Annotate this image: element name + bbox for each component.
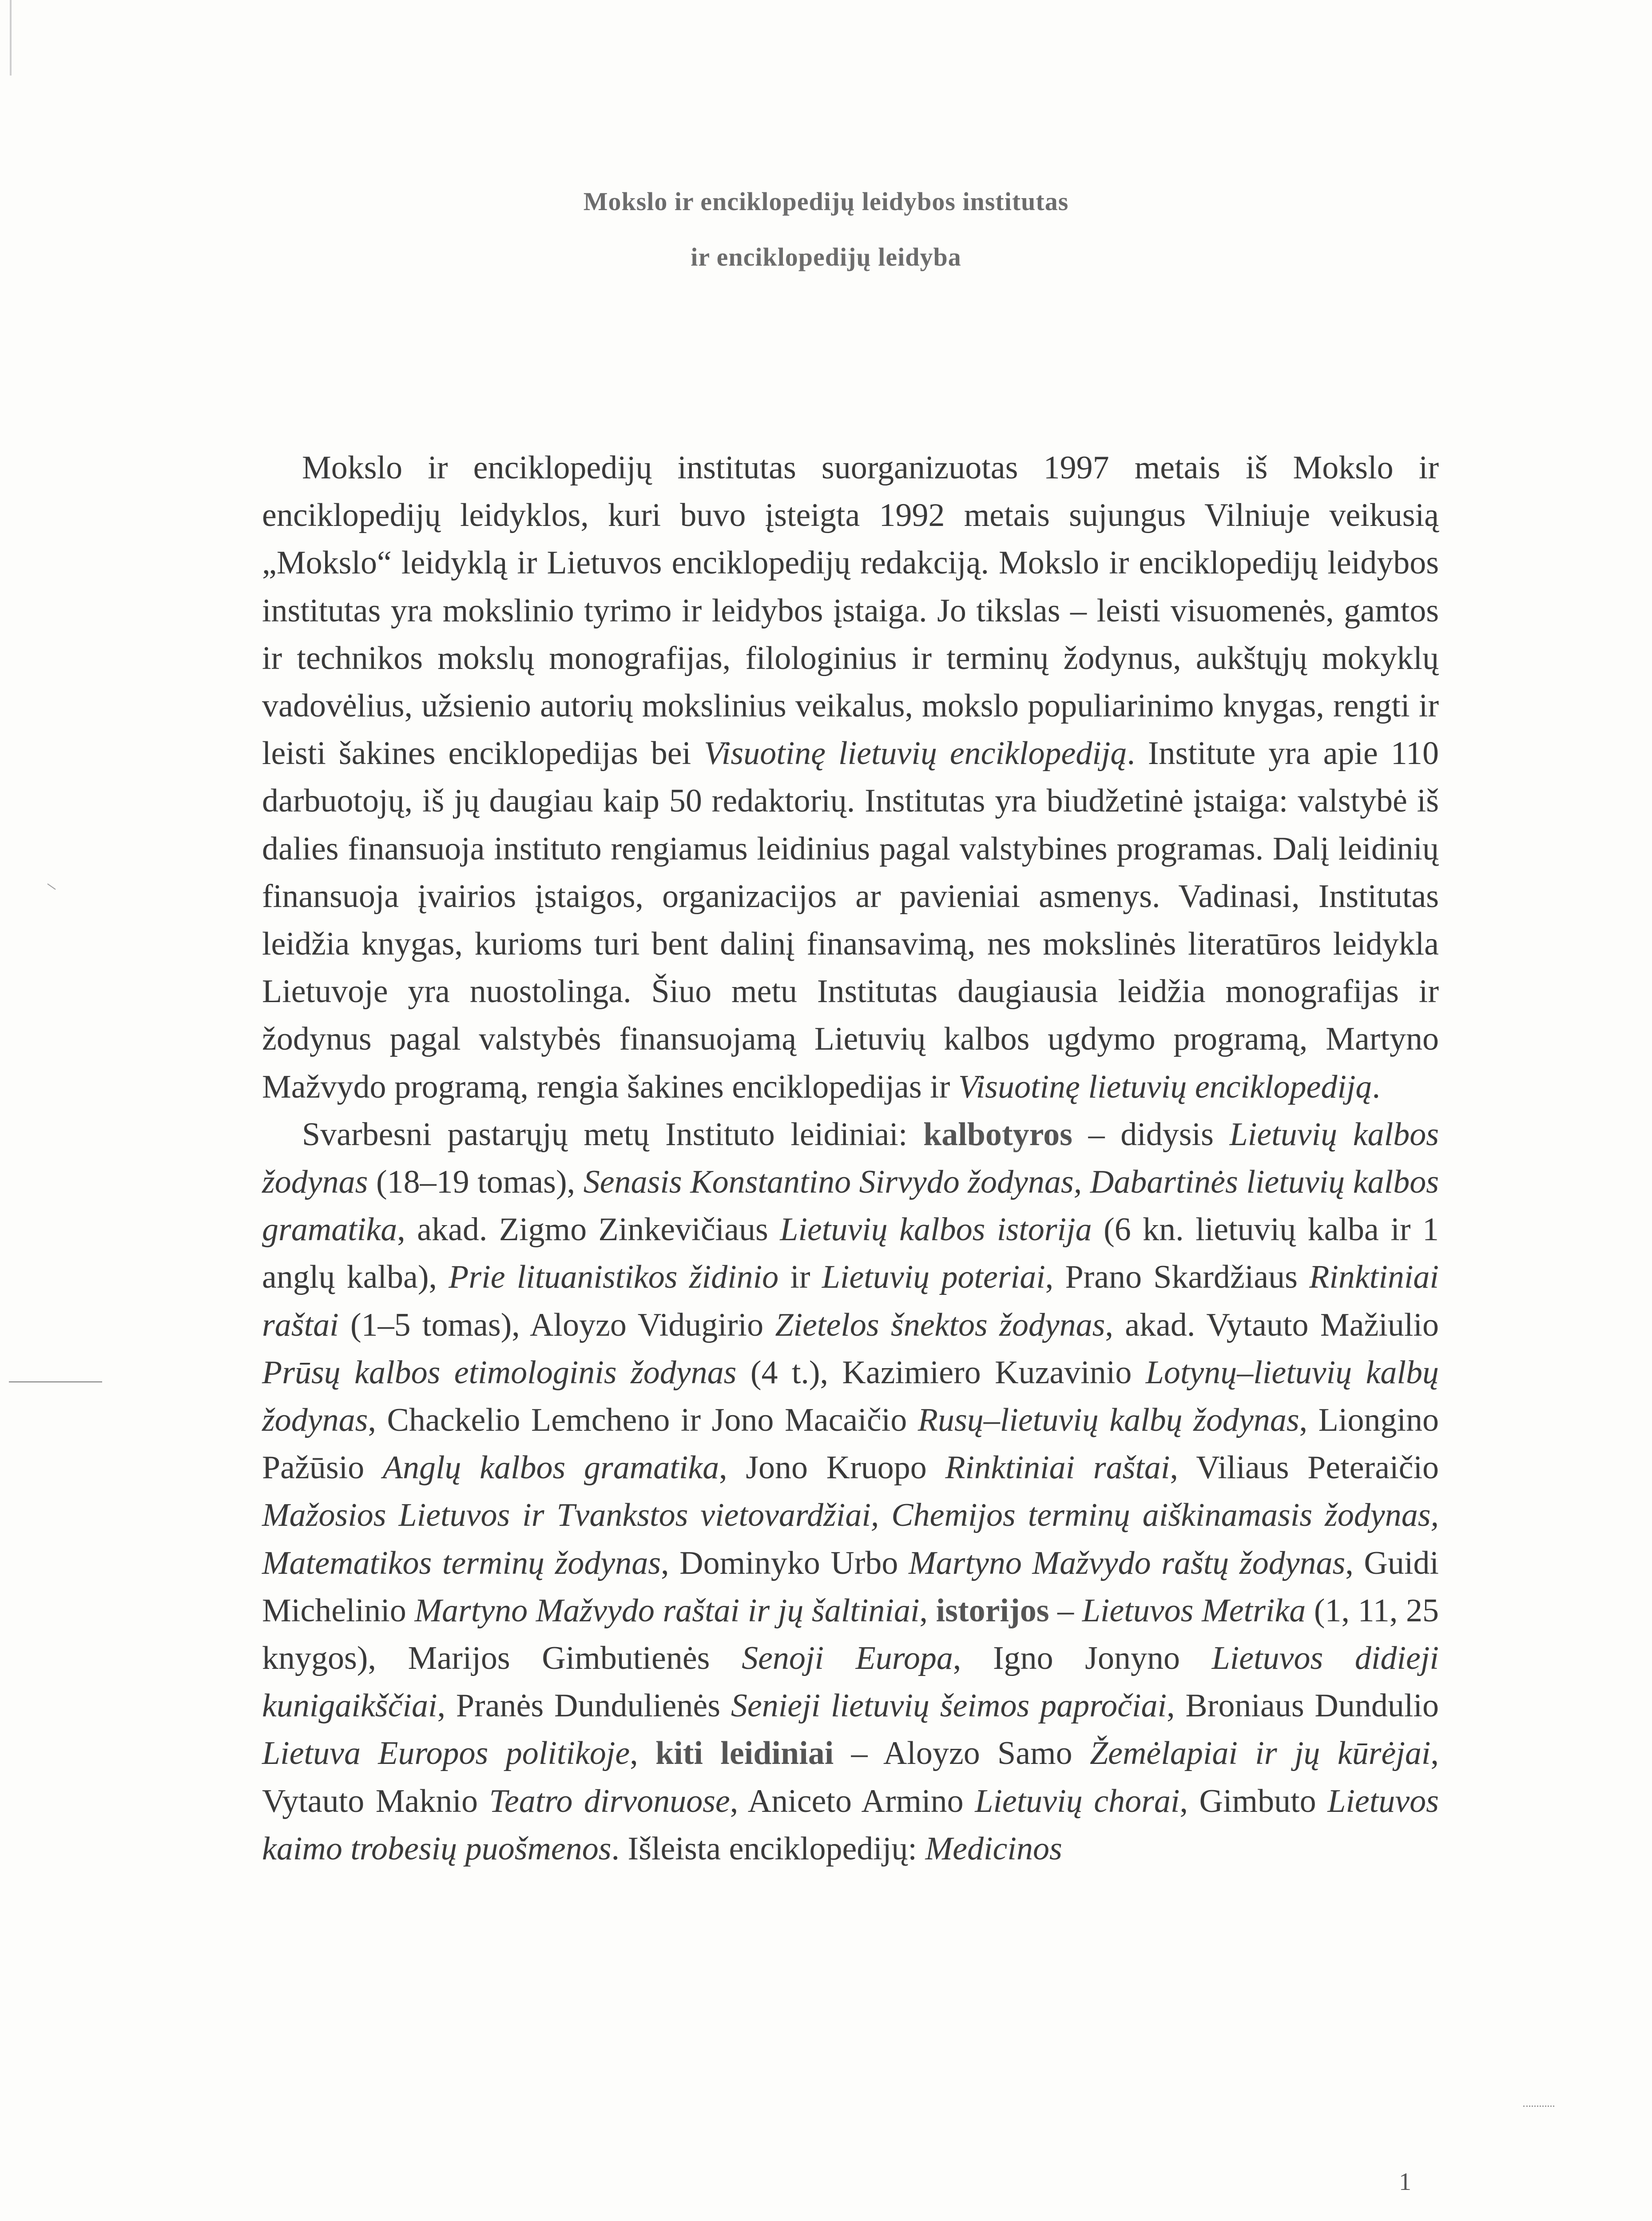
- text-run: . Institute yra apie 110 darbuotojų, iš jų daugiau kaip 50 redaktorių. Institutas yra biudžetinė įstaiga: valstybė iš dalies finansuoja instituto rengiamus leidinius pagal valstybines programas. Dalį leidinių finansuoja įvairios įstaigos, organizacijos ar pavieniai asmenys. Vadinasi, Institutas leidžia knygas, kurioms turi bent dalinį finansavimą, nes mokslinės literatūros leidykla Lietuvoje yra nuostolinga. Šiuo metu Institutas daugiausia leidžia monografijas ir žodynus pagal valstybės finansuojamą Lietuvių kalbos ugdymo programą, Martyno Mažvydo programą, rengia šakines enciklopedijas ir: [262, 735, 1439, 1105]
- text-run: , akad. Zigmo Zinkevičiaus: [397, 1211, 780, 1248]
- text-run: , Gimbuto: [1179, 1783, 1328, 1819]
- italic-title: Lietuvių kalbos istorija: [780, 1211, 1092, 1248]
- italic-title: Lietuvos didieji kunigaikščiai: [262, 1640, 1439, 1724]
- italic-title: Lietuvos kaimo trobesių puošmenos: [262, 1783, 1439, 1867]
- italic-title: Prūsų kalbos etimologinis žodynas: [262, 1354, 737, 1391]
- margin-tick-mark: [47, 884, 56, 890]
- italic-title: Lietuvos Metrika: [1082, 1592, 1306, 1629]
- section-keyword: kiti leidiniai: [655, 1735, 834, 1772]
- body-paragraph: [262, 444, 1439, 1111]
- document-body: [262, 444, 1439, 1873]
- italic-title: Mažosios Lietuvos ir Tvankstos vietovardžiai, Chemijos terminų aiškinamasis žodynas, Matematikos terminų žodynas: [262, 1497, 1439, 1581]
- text-run: (1–5 tomas), Aloyzo Vidugirio: [338, 1306, 775, 1343]
- italic-title: Rinktiniai raštai: [945, 1449, 1170, 1486]
- text-run: (1, 11, 25 knygos), Marijos Gimbutienės: [262, 1592, 1439, 1677]
- italic-title: Žemėlapiai ir jų kūrėjai: [1089, 1735, 1431, 1772]
- text-run: , Aniceto Armino: [730, 1783, 975, 1819]
- text-run: .: [1372, 1068, 1380, 1105]
- italic-title: Lotynų–lietuvių kalbų žodynas: [262, 1354, 1439, 1439]
- margin-dotted-mark: [1523, 2106, 1554, 2108]
- italic-title: Visuotinę lietuvių enciklopediją: [958, 1068, 1372, 1105]
- italic-title: Lietuvių kalbos žodynas: [262, 1116, 1439, 1201]
- text-run: – didysis: [1072, 1116, 1230, 1153]
- text-run: (6 kn. lietuvių kalba ir 1 anglų kalba),: [262, 1211, 1439, 1296]
- text-run: ir: [778, 1259, 822, 1296]
- text-run: . Išleista enciklopedijų:: [611, 1830, 925, 1867]
- text-run: , akad. Vytauto Mažiulio: [1105, 1306, 1439, 1343]
- italic-title: Teatro dirvonuose: [489, 1783, 730, 1819]
- italic-title: Visuotinę lietuvių enciklopediją: [704, 735, 1127, 772]
- text-run: Mokslo ir enciklopedijų institutas suorganizuotas 1997 metais iš Mokslo ir enciklopedijų leidyklos, kuri buvo įsteigta 1992 metais sujungus Vilniuje veikusią „Mokslo“ leidyklą ir Lietuvos enciklopedijų redakciją. Mokslo ir enciklopedijų leidybos institutas yra mokslinio tyrimo ir leidybos įstaiga. Jo tikslas – leisti visuomenės, gamtos ir technikos mokslų monografijas, filologinius ir terminų žodynus, aukštųjų mokyklų vadovėlius, užsienio autorių mokslinius veikalus, mokslo populiarinimo knygas, rengti ir leisti šakines enciklopedijas bei: [262, 450, 1439, 772]
- italic-title: Prie lituanistikos židinio: [449, 1259, 779, 1296]
- section-keyword: istorijos: [936, 1592, 1049, 1629]
- text-run: , Pranės Dundulienės: [437, 1688, 731, 1724]
- text-run: , Jono Kruopo: [719, 1449, 945, 1486]
- italic-title: Martyno Mažvydo raštų žodynas: [909, 1544, 1346, 1581]
- text-run: , Vytauto Maknio: [262, 1735, 1439, 1819]
- text-run: , Dominyko Urbo: [661, 1544, 909, 1581]
- text-run: , Chackelio Lemcheno ir Jono Macaičio: [368, 1402, 918, 1439]
- italic-title: Lietuvių poteriai: [822, 1259, 1045, 1296]
- document-title-line-1: Mokslo ir enciklopedijų leidybos institutas: [583, 187, 1069, 216]
- text-run: (4 t.), Kazimiero Kuzavinio: [736, 1354, 1146, 1391]
- text-run: , Guidi Michelinio: [262, 1544, 1439, 1629]
- text-run: ,: [919, 1592, 936, 1629]
- italic-title: Rusų–lietuvių kalbų žodynas: [917, 1402, 1299, 1439]
- text-run: , Igno Jonyno: [953, 1640, 1212, 1677]
- text-run: , Liongino Pažūsio: [262, 1402, 1439, 1486]
- text-run: , Prano Skardžiaus: [1045, 1259, 1310, 1296]
- italic-title: Anglų kalbos gramatika: [382, 1449, 719, 1486]
- margin-pen-mark: [9, 1381, 102, 1382]
- page-number: 1: [1399, 2168, 1411, 2196]
- text-run: , Broniaus Dundulio: [1167, 1688, 1439, 1724]
- italic-title: Senieji lietuvių šeimos papročiai: [731, 1688, 1167, 1724]
- body-paragraph: [262, 1111, 1439, 1873]
- italic-title: Lietuva Europos politikoje: [262, 1735, 630, 1772]
- text-run: (18–19 tomas),: [368, 1164, 584, 1201]
- text-run: ,: [630, 1735, 656, 1772]
- text-run: , Viliaus Peteraičio: [1170, 1449, 1439, 1486]
- italic-title: Rinktiniai raštai: [262, 1259, 1439, 1343]
- text-run: –: [1049, 1592, 1082, 1629]
- italic-title: Lietuvių chorai: [975, 1783, 1180, 1819]
- section-keyword: kalbotyros: [923, 1116, 1072, 1153]
- italic-title: Senasis Konstantino Sirvydo žodynas, Dabartinės lietuvių kalbos gramatika: [262, 1164, 1439, 1248]
- italic-title: Zietelos šnektos žodynas: [775, 1306, 1105, 1343]
- italic-title: Medicinos: [925, 1830, 1062, 1867]
- text-run: – Aloyzo Samo: [834, 1735, 1090, 1772]
- text-run: Svarbesni pastarųjų metų Instituto leidiniai:: [302, 1116, 924, 1153]
- italic-title: Martyno Mažvydo raštai ir jų šaltiniai: [414, 1592, 920, 1629]
- document-title-line-2: ir enciklopedijų leidyba: [691, 243, 961, 271]
- italic-title: Senoji Europa: [742, 1640, 953, 1677]
- scan-edge-mark: [10, 0, 12, 76]
